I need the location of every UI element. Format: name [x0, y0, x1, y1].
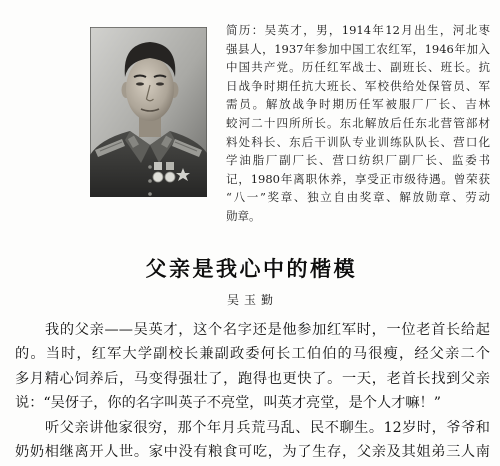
body-line: 听父亲讲他家很穷，那个年月兵荒马乱、民不聊生。12岁时，爷爷和 — [45, 419, 490, 436]
bio-line: 勋章。 — [226, 208, 261, 223]
bio-line: 料处科长、东后干训队专业训练队队长、营口化 — [226, 134, 490, 149]
bio-line: 学油脂厂副厂长、营口纺织厂副厂长、监委书 — [226, 153, 490, 168]
body-line: 说：“吴伢子，你的名字叫英子不亮堂，叫英才亮堂，是个人才嘛！” — [15, 395, 441, 412]
paragraph — [15, 416, 490, 465]
biography-block — [226, 21, 490, 226]
portrait-image — [90, 27, 207, 197]
article-body — [15, 318, 490, 464]
body-line: 的。当时，红军大学副校长兼副政委何长工伯伯的马很瘦，经父亲二个 — [15, 346, 490, 363]
bio-line: 日战争时期任抗大班长、军校供给处保管员、军 — [226, 78, 490, 93]
bio-line: 强县人，1937年参加中国工农红军，1946年加入 — [226, 41, 490, 56]
bio-line: 蛟河二十四所所长。东北解放后任东北营管部材 — [226, 115, 490, 130]
bio-line: 需员。解放战争时期历任军被服厂厂长、吉林 — [226, 97, 490, 112]
body-line: 奶奶相继离开人世。家中没有粮食可吃，为了生存，父亲及其姐弟三人南 — [15, 443, 490, 460]
paragraph — [15, 318, 490, 416]
bio-line: “八一”奖章、独立自由奖章、解放勋章、劳动 — [226, 190, 490, 205]
body-line: 多月精心饲养后，马变得强壮了，跑得也更快了。一天，老首长找到父亲 — [15, 370, 490, 387]
bio-line: 中国共产党。历任红军战士、副班长、班长。抗 — [226, 60, 490, 75]
article-author: 吴玉勤 — [226, 293, 278, 307]
article-title: 父亲是我心中的楷模 — [145, 256, 357, 281]
body-line: 我的父亲——吴英才，这个名字还是他参加红军时，一位老首长给起 — [45, 322, 490, 338]
bio-line: 记，1980年离职休养，享受正市级待遇。曾荣获 — [226, 171, 490, 186]
portrait-photo — [90, 27, 207, 197]
bio-line: 简历：吴英才，男，1914年12月出生，河北枣 — [226, 23, 490, 37]
